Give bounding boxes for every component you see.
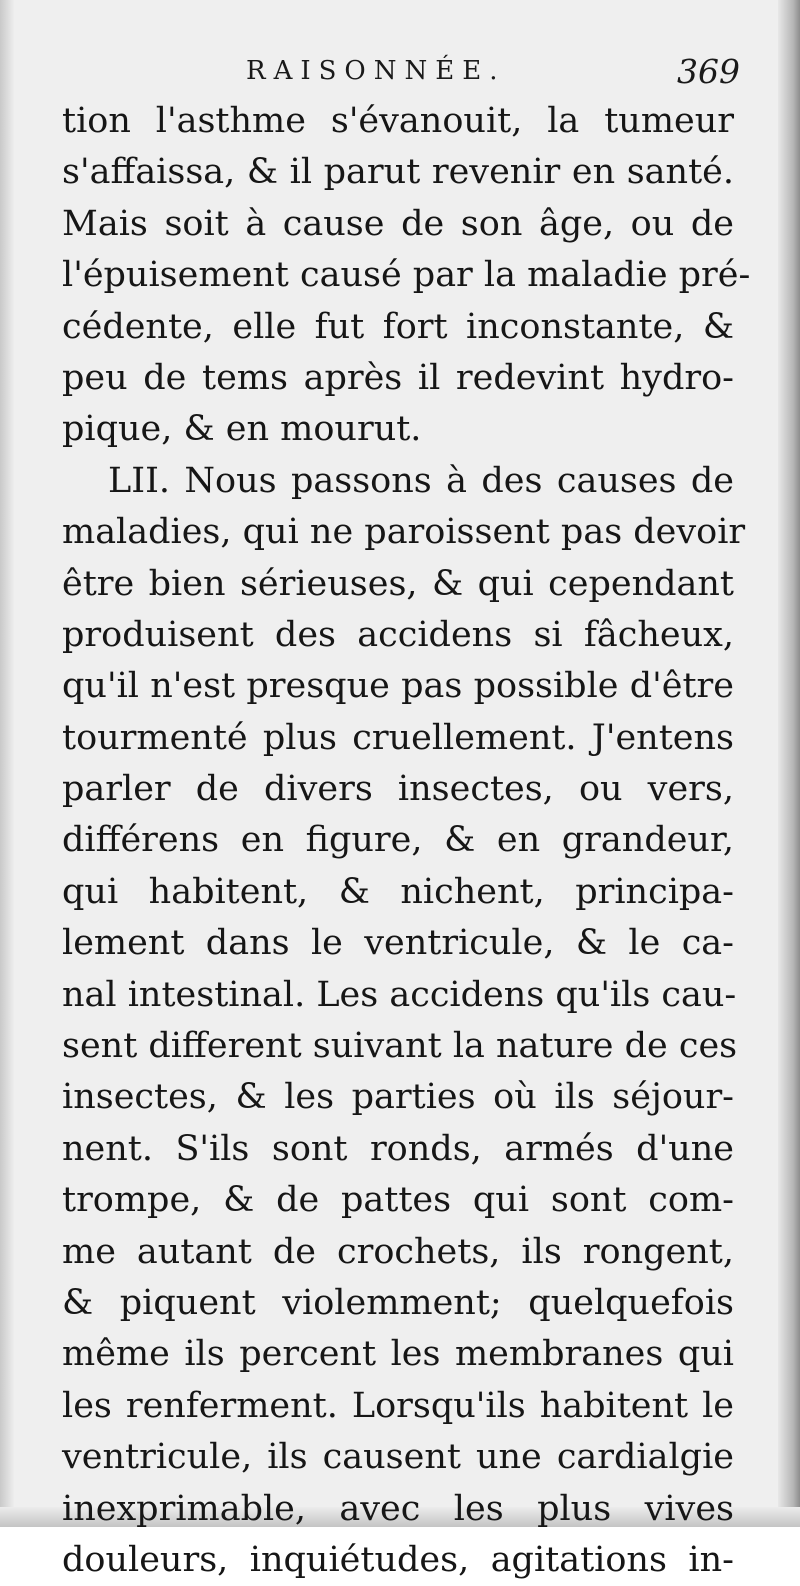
body-text	[62, 96, 751, 1586]
text-line: trompe, & de pattes qui sont com-	[62, 1180, 734, 1221]
text-line: peu de tems après il redevint hydro-	[62, 357, 734, 398]
text-line: Mais soit à cause de son âge, ou de	[62, 203, 734, 244]
text-line: maladies, qui ne paroissent pas devoir	[62, 512, 746, 553]
text-line: l'épuisement causé par la maladie pré-	[62, 255, 751, 296]
text-line: différens en figure, & en grandeur,	[62, 820, 734, 861]
text-line: lement dans le ventricule, & le ca-	[62, 923, 734, 964]
text-line: nent. S'ils sont ronds, armés d'une	[62, 1128, 734, 1169]
text-line: même ils percent les membranes qui	[62, 1334, 734, 1375]
text-line: être bien sérieuses, & qui cependant	[62, 563, 734, 604]
text-line: inexprimable, avec les plus vives	[62, 1488, 734, 1529]
running-title: RAISONNÉE.	[246, 56, 506, 86]
text-line: s'affaissa, & il parut revenir en santé.	[62, 152, 734, 193]
paragraph-start-line: LII. Nous passons à des causes de	[108, 460, 734, 501]
text-line: qui habitent, & nichent, principa-	[62, 871, 734, 912]
text-line: & piquent violemment; quelquefois	[62, 1282, 734, 1323]
page-right-edge-shadow	[778, 0, 800, 1527]
text-line: me autant de crochets, ils rongent,	[62, 1231, 734, 1272]
text-line: les renferment. Lorsqu'ils habitent le	[62, 1385, 734, 1426]
page-number: 369	[677, 52, 740, 91]
text-line: parler de divers insectes, ou vers,	[62, 769, 734, 810]
text-line: tion l'asthme s'évanouit, la tumeur	[62, 101, 734, 141]
text-line: sent different suivant la nature de ces	[62, 1026, 738, 1067]
text-line: nal intestinal. Les accidens qu'ils cau-	[62, 974, 737, 1015]
text-line: produisent des accidens si fâcheux,	[62, 614, 734, 655]
text-line: ventricule, ils causent une cardialgie	[62, 1437, 734, 1478]
paragraph-end-line: pique, & en mourut.	[62, 409, 422, 450]
text-line: douleurs, inquiétudes, agitations in-	[62, 1539, 734, 1580]
text-line: tourmenté plus cruellement. J'entens	[62, 717, 734, 758]
running-head	[60, 52, 740, 92]
text-line: cédente, elle fut fort inconstante, &	[62, 306, 734, 347]
text-line: insectes, & les parties où ils séjour-	[62, 1077, 734, 1118]
text-line: qu'il n'est presque pas possible d'être	[62, 666, 734, 707]
page-left-edge-shadow	[0, 0, 14, 1527]
